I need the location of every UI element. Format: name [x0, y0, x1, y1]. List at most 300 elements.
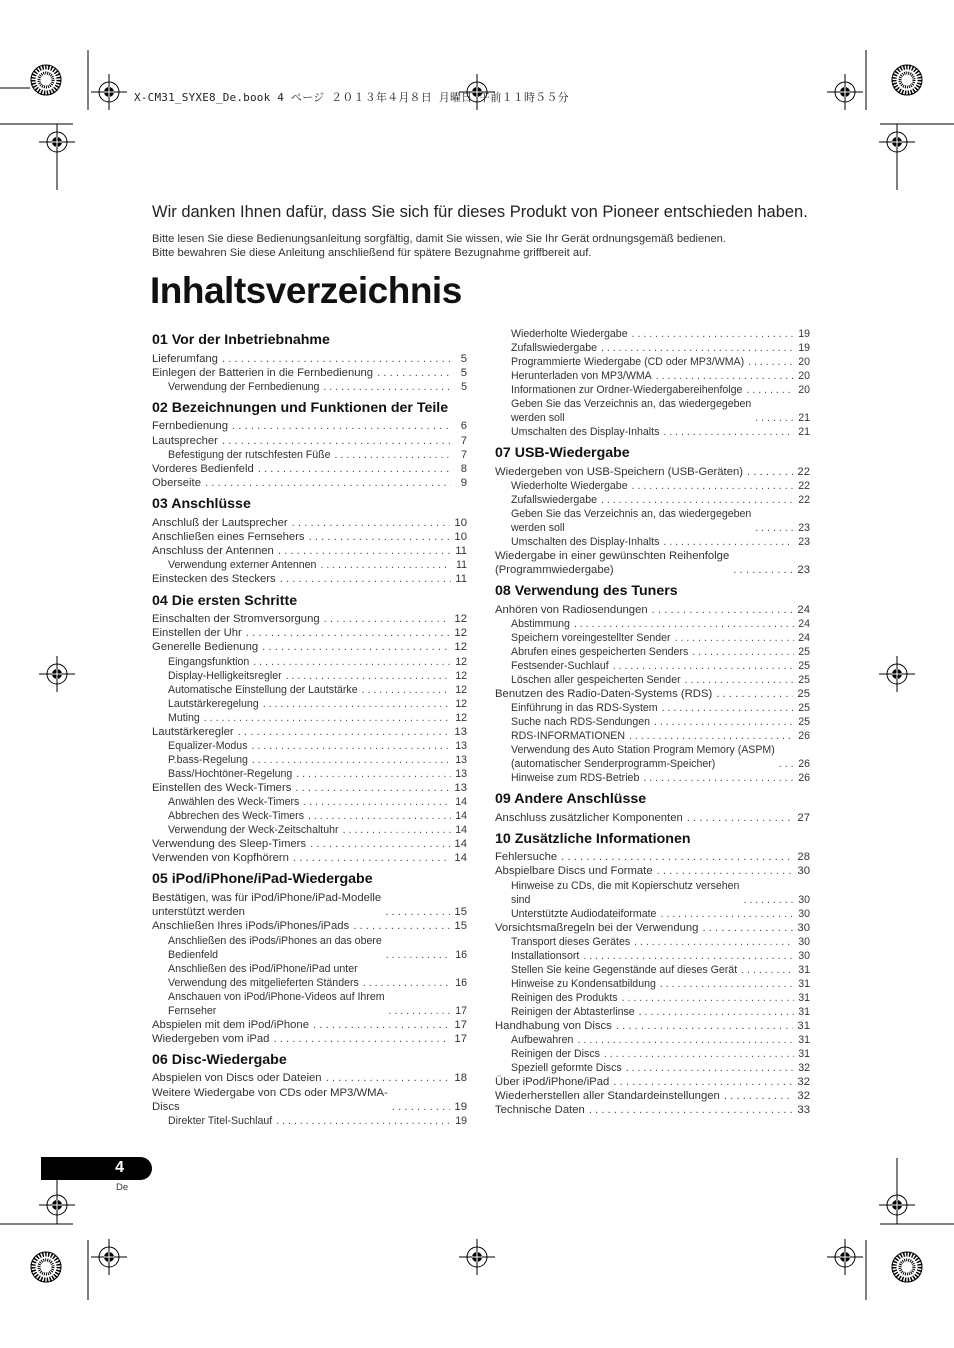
toc-section-heading: 02 Bezeichnungen und Funktionen der Teile — [152, 399, 449, 416]
toc-page-number: 23 — [798, 521, 810, 534]
toc-leader-dots — [702, 921, 793, 935]
toc-section-heading: 01 Vor der Inbetriebnahme — [152, 332, 330, 348]
toc-entry[interactable] — [152, 462, 467, 476]
toc-section — [152, 400, 467, 490]
toc-entry[interactable] — [152, 612, 467, 626]
page-language: De — [116, 1182, 129, 1193]
toc-entry[interactable] — [152, 851, 467, 865]
toc-page-number: 14 — [455, 796, 467, 809]
toc-page-number: 25 — [797, 687, 810, 700]
toc-leader-dots — [326, 1071, 451, 1085]
toc-leader-dots — [663, 425, 794, 439]
toc-subentry[interactable] — [495, 383, 810, 397]
toc-subentry[interactable] — [495, 617, 810, 631]
toc-section-heading: 08 Verwendung des Tuners — [495, 583, 678, 600]
toc-entry[interactable] — [152, 544, 467, 558]
toc-subentry[interactable] — [495, 963, 810, 977]
toc-subentry[interactable] — [495, 879, 810, 907]
toc-leader-dots — [276, 1114, 451, 1128]
toc-subentry[interactable] — [495, 743, 810, 771]
toc-subentry[interactable] — [495, 479, 810, 493]
toc-entry-label: Abspielen mit dem iPod/iPhone — [152, 1018, 309, 1031]
toc-leader-dots — [238, 725, 451, 739]
toc-leader-dots — [662, 701, 794, 715]
toc-page-number: 21 — [798, 426, 810, 438]
toc-column-left — [152, 326, 467, 1128]
toc-leader-dots — [273, 1032, 450, 1046]
toc-entry[interactable] — [495, 1019, 810, 1033]
toc-subentry[interactable] — [152, 558, 467, 572]
toc-page-number: 20 — [798, 356, 810, 368]
toc-subentry[interactable] — [152, 448, 467, 462]
toc-entry[interactable] — [152, 476, 467, 490]
toc-page-number: 32 — [798, 1062, 810, 1075]
toc-leader-dots — [310, 837, 450, 851]
toc-leader-dots — [246, 626, 451, 640]
toc-entry[interactable] — [152, 434, 467, 448]
toc-page-number: 31 — [798, 977, 810, 990]
intro-line: Bitte bewahren Sie diese Anleitung anschließend für spätere Bezugnahme griffbereit auf. — [152, 247, 592, 259]
toc-subentry[interactable] — [495, 949, 810, 963]
toc-leader-dots — [392, 1100, 451, 1114]
toc-page-number: 17 — [454, 1018, 467, 1031]
toc-leader-dots — [303, 795, 451, 809]
toc-page-number: 8 — [460, 462, 467, 475]
toc-subentry[interactable] — [495, 977, 810, 991]
toc-entry-label: Festsender-Suchlauf — [511, 659, 609, 672]
toc-page-number: 13 — [455, 739, 467, 752]
toc-entry-label: Fernbedienung — [152, 420, 229, 433]
toc-entry-label: Verwendung des Sleep-Timers — [152, 838, 307, 851]
toc-entry-label: Einstellen des Weck-Timers — [152, 781, 292, 794]
toc-entry[interactable] — [152, 530, 467, 544]
toc-entry-label: Umschalten des Display-Inhalts — [511, 535, 660, 548]
toc-leader-dots — [692, 645, 794, 659]
toc-leader-dots — [280, 572, 451, 586]
toc-entry[interactable] — [152, 1086, 467, 1114]
toc-subentry[interactable] — [152, 934, 467, 962]
toc-leader-dots — [601, 341, 794, 355]
toc-page-number: 12 — [454, 641, 467, 654]
toc-leader-dots — [377, 366, 451, 380]
toc-page-number: 11 — [455, 545, 467, 558]
toc-subentry[interactable] — [495, 425, 810, 439]
toc-page-number: 24 — [798, 631, 810, 644]
toc-entry[interactable] — [152, 725, 467, 739]
toc-leader-dots — [613, 1075, 793, 1089]
toc-leader-dots — [253, 655, 451, 669]
toc-page-number: 22 — [798, 479, 810, 492]
toc-subentry[interactable] — [495, 1061, 810, 1075]
toc-page-number: 30 — [797, 865, 810, 878]
toc-entry-label: Wiederherstellen aller Standardeinstellungen — [495, 1090, 720, 1103]
toc-entry[interactable] — [152, 837, 467, 851]
toc-page-number: 23 — [797, 563, 810, 576]
toc-entry-label: Hinweise zu CDs, die mit Kopierschutz versehen sind — [511, 879, 740, 906]
toc-subentry[interactable] — [152, 683, 467, 697]
toc-entry-label: Anschauen von iPod/iPhone-Videos auf Ihrem Fernseher — [168, 990, 385, 1017]
toc-page-number: 11 — [456, 559, 467, 572]
toc-entry-label: Lautstärkeregler — [152, 725, 234, 738]
toc-page-number: 7 — [461, 448, 467, 461]
toc-entry-label: Über iPod/iPhone/iPad — [495, 1076, 610, 1089]
toc-subentry[interactable] — [495, 493, 810, 507]
toc-subentry[interactable] — [495, 907, 810, 921]
toc-leader-dots — [604, 1047, 794, 1061]
toc-leader-dots — [724, 1089, 794, 1103]
toc-leader-dots — [675, 631, 794, 645]
toc-subentry[interactable] — [152, 380, 467, 394]
toc-subentry[interactable] — [495, 701, 810, 715]
toc-entry-label: P.bass-Regelung — [168, 753, 248, 766]
toc-entry-label: Informationen zur Ordner-Wiedergabereihenfolge — [511, 384, 743, 396]
toc-leader-dots — [362, 683, 451, 697]
toc-entry-label: Hinweise zu Kondensatbildung — [511, 977, 656, 990]
toc-page-number: 27 — [797, 811, 810, 824]
toc-page-number: 11 — [455, 573, 467, 586]
toc-page-number: 16 — [455, 976, 467, 989]
toc-page-number: 16 — [455, 948, 467, 961]
toc-entry-label: Vorsichtsmaßregeln bei der Verwendung — [495, 921, 699, 934]
toc-subentry[interactable] — [152, 990, 467, 1018]
toc-section — [152, 496, 467, 586]
toc-section — [495, 791, 810, 825]
toc-entry-label: Suche nach RDS-Sendungen — [511, 716, 650, 729]
toc-leader-dots — [755, 521, 794, 535]
toc-entry-label: Verwendung des Auto Station Program Memory (ASPM) (automatischer Senderprogramm-Speicher) — [511, 744, 775, 771]
toc-page-number: 7 — [460, 434, 467, 447]
toc-section-heading: 09 Andere Anschlüsse — [495, 791, 647, 808]
toc-leader-dots — [652, 603, 794, 617]
toc-leader-dots — [613, 659, 794, 673]
toc-entry[interactable] — [495, 687, 810, 701]
toc-leader-dots — [252, 753, 451, 767]
toc-page-number: 17 — [455, 1004, 467, 1017]
toc-leader-dots — [258, 462, 451, 476]
toc-entry-label: Anschließen Ihres iPods/iPhones/iPads — [152, 920, 350, 933]
toc-entry[interactable] — [152, 1018, 467, 1032]
toc-leader-dots — [779, 757, 794, 771]
toc-leader-dots — [746, 383, 794, 397]
toc-subentry[interactable] — [495, 355, 810, 369]
toc-page-number: 25 — [798, 673, 810, 686]
toc-section-heading: 10 Zusätzliche Informationen — [495, 830, 691, 847]
intro-line: Bitte lesen Sie diese Bedienungsanleitung sorgfältig, damit Sie wissen, wie Sie Ihr Gerät ordnungsgemäß bedienen. — [152, 233, 727, 245]
toc-leader-dots — [743, 893, 794, 907]
toc-entry-label: Reinigen des Produkts — [511, 991, 618, 1004]
toc-entry-label: Display-Helligkeitsregler — [168, 669, 282, 682]
toc-entry-label: Anhören von Radiosendungen — [495, 603, 648, 616]
toc-page-number: 15 — [454, 920, 467, 933]
toc-leader-dots — [622, 991, 794, 1005]
toc-page-number: 14 — [455, 824, 467, 837]
toc-subentry[interactable] — [152, 739, 467, 753]
toc-leader-dots — [656, 369, 794, 383]
toc-entry[interactable] — [152, 572, 467, 586]
toc-entry-label: Abrufen eines gespeicherten Senders — [511, 645, 689, 658]
toc-page-number: 10 — [454, 516, 467, 529]
toc-leader-dots — [748, 355, 794, 369]
toc-subentry[interactable] — [495, 715, 810, 729]
toc-entry-label: Muting — [168, 711, 200, 724]
toc-leader-dots — [663, 535, 794, 549]
toc-leader-dots — [657, 864, 794, 878]
toc-leader-dots — [716, 687, 793, 701]
toc-section — [495, 583, 810, 785]
toc-entry[interactable] — [152, 366, 467, 380]
toc-subentry[interactable] — [152, 962, 467, 990]
toc-leader-dots — [389, 1004, 451, 1018]
toc-page-number: 24 — [798, 617, 810, 630]
toc-entry[interactable] — [152, 919, 467, 933]
toc-leader-dots — [643, 771, 794, 785]
toc-page-number: 26 — [798, 730, 810, 743]
toc-entry-label: Bass/Hochtöner-Regelung — [168, 767, 293, 780]
toc-entry-label: Reinigen der Abtasterlinse — [511, 1005, 635, 1018]
toc-subentry[interactable] — [152, 823, 467, 837]
toc-entry[interactable] — [495, 921, 810, 935]
toc-entry-label: Weitere Wiedergabe von CDs oder MP3/WMA- Discs — [152, 1086, 388, 1113]
toc-page-number: 32 — [797, 1090, 810, 1103]
toc-entry[interactable] — [495, 1103, 810, 1117]
toc-subentry[interactable] — [495, 1033, 810, 1047]
toc-leader-dots — [639, 1005, 794, 1019]
toc-subentry[interactable] — [495, 397, 810, 425]
toc-entry-label: Direkter Titel-Suchlauf — [168, 1115, 273, 1128]
toc-entry-label: Befestigung der rutschfesten Füße — [168, 448, 331, 461]
toc-section — [152, 1052, 467, 1128]
toc-entry[interactable] — [152, 891, 467, 919]
toc-entry-label: Programmierte Wiedergabe (CD oder MP3/WMA) — [511, 356, 745, 368]
toc-entry[interactable] — [152, 419, 467, 433]
toc-leader-dots — [601, 493, 794, 507]
toc-leader-dots — [323, 380, 451, 394]
toc-page-number: 5 — [461, 380, 467, 393]
toc-entry-label: Aufbewahren — [511, 1034, 574, 1047]
toc-entry[interactable] — [495, 1089, 810, 1103]
toc-subentry[interactable] — [495, 645, 810, 659]
toc-page-number: 28 — [797, 851, 810, 864]
toc-page-number: 24 — [797, 603, 810, 616]
toc-subentry[interactable] — [152, 655, 467, 669]
toc-subentry[interactable] — [495, 507, 810, 535]
toc-page-number: 9 — [460, 477, 467, 490]
toc-page-number: 31 — [798, 1005, 810, 1018]
toc-entry[interactable] — [495, 864, 810, 878]
toc-page-number: 14 — [454, 852, 467, 865]
toc-subentry[interactable] — [495, 935, 810, 949]
toc-page-number: 14 — [455, 810, 467, 823]
toc-entry-label: Equalizer-Modus — [168, 739, 248, 752]
toc-leader-dots — [309, 530, 451, 544]
toc-leader-dots — [741, 963, 794, 977]
toc-entry-label: Lautsprecher — [152, 434, 218, 447]
toc-page-number: 12 — [454, 627, 467, 640]
toc-section-heading: 03 Anschlüsse — [152, 496, 251, 513]
toc-page-number: 32 — [797, 1076, 810, 1089]
toc-entry-label: Geben Sie das Verzeichnis an, das wiedergegeben werden soll — [511, 507, 752, 534]
toc-entry-label: Oberseite — [152, 477, 201, 490]
toc-entry-label: Abspielen von Discs oder Dateien — [152, 1072, 322, 1085]
toc-page-number: 19 — [455, 1115, 467, 1128]
toc-section — [495, 445, 810, 577]
toc-page-number: 12 — [455, 655, 467, 668]
toc-entry-label: Zufallswiedergabe — [511, 342, 597, 354]
toc-page-number: 13 — [454, 725, 467, 738]
toc-leader-dots — [654, 715, 794, 729]
toc-page-number: 30 — [798, 893, 810, 906]
toc-entry[interactable] — [495, 1075, 810, 1089]
toc-entry-label: Wiedergeben vom iPad — [152, 1032, 270, 1045]
toc-leader-dots — [660, 977, 794, 991]
toc-leader-dots — [232, 419, 451, 433]
toc-entry-label: Technische Daten — [495, 1104, 585, 1117]
toc-leader-dots — [286, 669, 451, 683]
toc-entry-label: Hinweise zum RDS-Betrieb — [511, 772, 640, 785]
toc-entry-label: Reinigen der Discs — [511, 1048, 600, 1061]
toc-leader-dots — [353, 919, 450, 933]
toc-leader-dots — [292, 516, 451, 530]
toc-entry-label: Unterstützte Audiodateiformate — [511, 907, 657, 920]
toc-entry-label: Einstecken des Steckers — [152, 573, 276, 586]
toc-entry[interactable] — [152, 352, 467, 366]
toc-page-number: 19 — [798, 328, 810, 340]
toc-entry-label: Anschluß der Lautsprecher — [152, 516, 288, 529]
toc-leader-dots — [324, 612, 451, 626]
toc-page-number: 10 — [454, 530, 467, 543]
toc-page-number: 30 — [798, 949, 810, 962]
toc-entry-label: RDS-INFORMATIONEN — [511, 730, 625, 743]
toc-subentry[interactable] — [495, 771, 810, 785]
toc-entry-label: Anschließen des iPods/iPhones an das obere Bedienfeld — [168, 934, 382, 961]
toc-entry-label: Anschließen des iPod/iPhone/iPad unter Verwendung des mitgelieferten Ständers — [168, 962, 359, 989]
toc-entry-label: Wiederholte Wiedergabe — [511, 328, 628, 340]
toc-entry[interactable] — [495, 549, 810, 577]
toc-entry-label: Fehlersuche — [495, 851, 558, 864]
toc-leader-dots — [363, 976, 451, 990]
toc-page-number: 30 — [798, 935, 810, 948]
toc-section — [152, 332, 467, 394]
toc-page-number: 12 — [455, 683, 467, 696]
toc-page-number: 25 — [798, 716, 810, 729]
toc-leader-dots — [685, 673, 794, 687]
toc-entry-label: Abspielbare Discs und Formate — [495, 865, 653, 878]
toc-entry[interactable] — [152, 1032, 467, 1046]
toc-entry[interactable] — [495, 465, 810, 479]
toc-leader-dots — [687, 811, 794, 825]
toc-entry-label: Abbrechen des Weck-Timers — [168, 810, 305, 823]
toc-subentry[interactable] — [152, 711, 467, 725]
page-number: 4 — [115, 1159, 124, 1176]
toc-subentry[interactable] — [495, 631, 810, 645]
toc-subentry[interactable] — [152, 795, 467, 809]
toc-entry-label: Speziell geformte Discs — [511, 1062, 622, 1075]
toc-page-number: 5 — [460, 352, 467, 365]
toc-leader-dots — [343, 823, 451, 837]
toc-entry-label: Bestätigen, was für iPod/iPhone/iPad-Modelle unterstützt werden — [152, 891, 382, 919]
toc-leader-dots — [632, 327, 794, 341]
toc-page-number: 15 — [454, 906, 467, 919]
toc-page-number: 13 — [455, 767, 467, 780]
toc-entry-label: Einstellen der Uhr — [152, 627, 242, 640]
toc-page-number: 12 — [455, 697, 467, 710]
toc-subentry[interactable] — [495, 535, 810, 549]
toc-entry-label: Eingangsfunktion — [168, 655, 250, 668]
toc-page-number: 6 — [460, 420, 467, 433]
toc-leader-dots — [629, 729, 794, 743]
toc-subentry[interactable] — [495, 729, 810, 743]
page-number-badge — [41, 1157, 152, 1180]
toc-entry-label: Wiedergeben von USB-Speichern (USB-Geräten) — [495, 465, 744, 478]
toc-subentry[interactable] — [495, 991, 810, 1005]
toc-entry-label: Vorderes Bedienfeld — [152, 462, 254, 475]
toc-subentry[interactable] — [152, 753, 467, 767]
toc-subentry[interactable] — [152, 767, 467, 781]
toc-subentry[interactable] — [495, 659, 810, 673]
toc-page-number: 12 — [455, 711, 467, 724]
toc-entry[interactable] — [495, 811, 810, 825]
toc-entry-label: Wiederholte Wiedergabe — [511, 479, 628, 492]
toc-entry-label: Löschen aller gespeicherten Sender — [511, 673, 681, 686]
toc-leader-dots — [222, 352, 451, 366]
toc-subentry[interactable] — [495, 673, 810, 687]
toc-entry[interactable] — [495, 603, 810, 617]
toc-subentry[interactable] — [152, 809, 467, 823]
toc-section — [152, 593, 467, 866]
toc-entry[interactable] — [152, 516, 467, 530]
toc-entry[interactable] — [152, 626, 467, 640]
toc-entry-label: Benutzen des Radio-Daten-Systems (RDS) — [495, 687, 713, 700]
toc-entry[interactable] — [152, 781, 467, 795]
toc-subentry[interactable] — [495, 1005, 810, 1019]
toc-subentry[interactable] — [152, 1114, 467, 1128]
toc-leader-dots — [755, 411, 794, 425]
toc-leader-dots — [583, 949, 794, 963]
toc-entry-label: Stellen Sie keine Gegenstände auf dieses Gerät — [511, 963, 738, 976]
toc-leader-dots — [313, 1018, 450, 1032]
toc-entry-label: Automatische Einstellung der Lautstärke — [168, 683, 358, 696]
toc-page-number: 31 — [798, 1034, 810, 1047]
toc-page-number: 19 — [454, 1100, 467, 1113]
toc-entry-label: Wiedergabe in einer gewünschten Reihenfolge (Programmwiedergabe) — [495, 549, 730, 576]
toc-subentry[interactable] — [495, 369, 810, 383]
toc-page-number: 33 — [797, 1104, 810, 1117]
toc-entry-label: Umschalten des Display-Inhalts — [511, 426, 660, 438]
toc-entry-label: Verwendung der Weck-Zeitschaltuhr — [168, 824, 339, 837]
toc-leader-dots — [320, 558, 451, 572]
toc-leader-dots — [308, 809, 451, 823]
toc-subentry[interactable] — [495, 1047, 810, 1061]
toc-section-heading: 07 USB-Wiedergabe — [495, 445, 630, 461]
toc-entry[interactable] — [152, 640, 467, 654]
toc-leader-dots — [747, 465, 793, 479]
toc-subentry[interactable] — [495, 341, 810, 355]
toc-subentry[interactable] — [152, 669, 467, 683]
toc-page-number: 30 — [797, 921, 810, 934]
toc-page-number: 25 — [798, 702, 810, 715]
toc-subentry[interactable] — [152, 697, 467, 711]
toc-entry-label: Anschließen eines Fernsehers — [152, 530, 305, 543]
toc-subentry[interactable] — [495, 327, 810, 341]
toc-column-right — [495, 327, 810, 1118]
toc-page-number: 31 — [798, 963, 810, 976]
toc-page-number: 31 — [798, 991, 810, 1004]
toc-leader-dots — [222, 434, 451, 448]
toc-leader-dots — [632, 479, 794, 493]
toc-entry-label: Generelle Bedienung — [152, 641, 259, 654]
toc-entry[interactable] — [495, 850, 810, 864]
toc-entry[interactable] — [152, 1071, 467, 1085]
